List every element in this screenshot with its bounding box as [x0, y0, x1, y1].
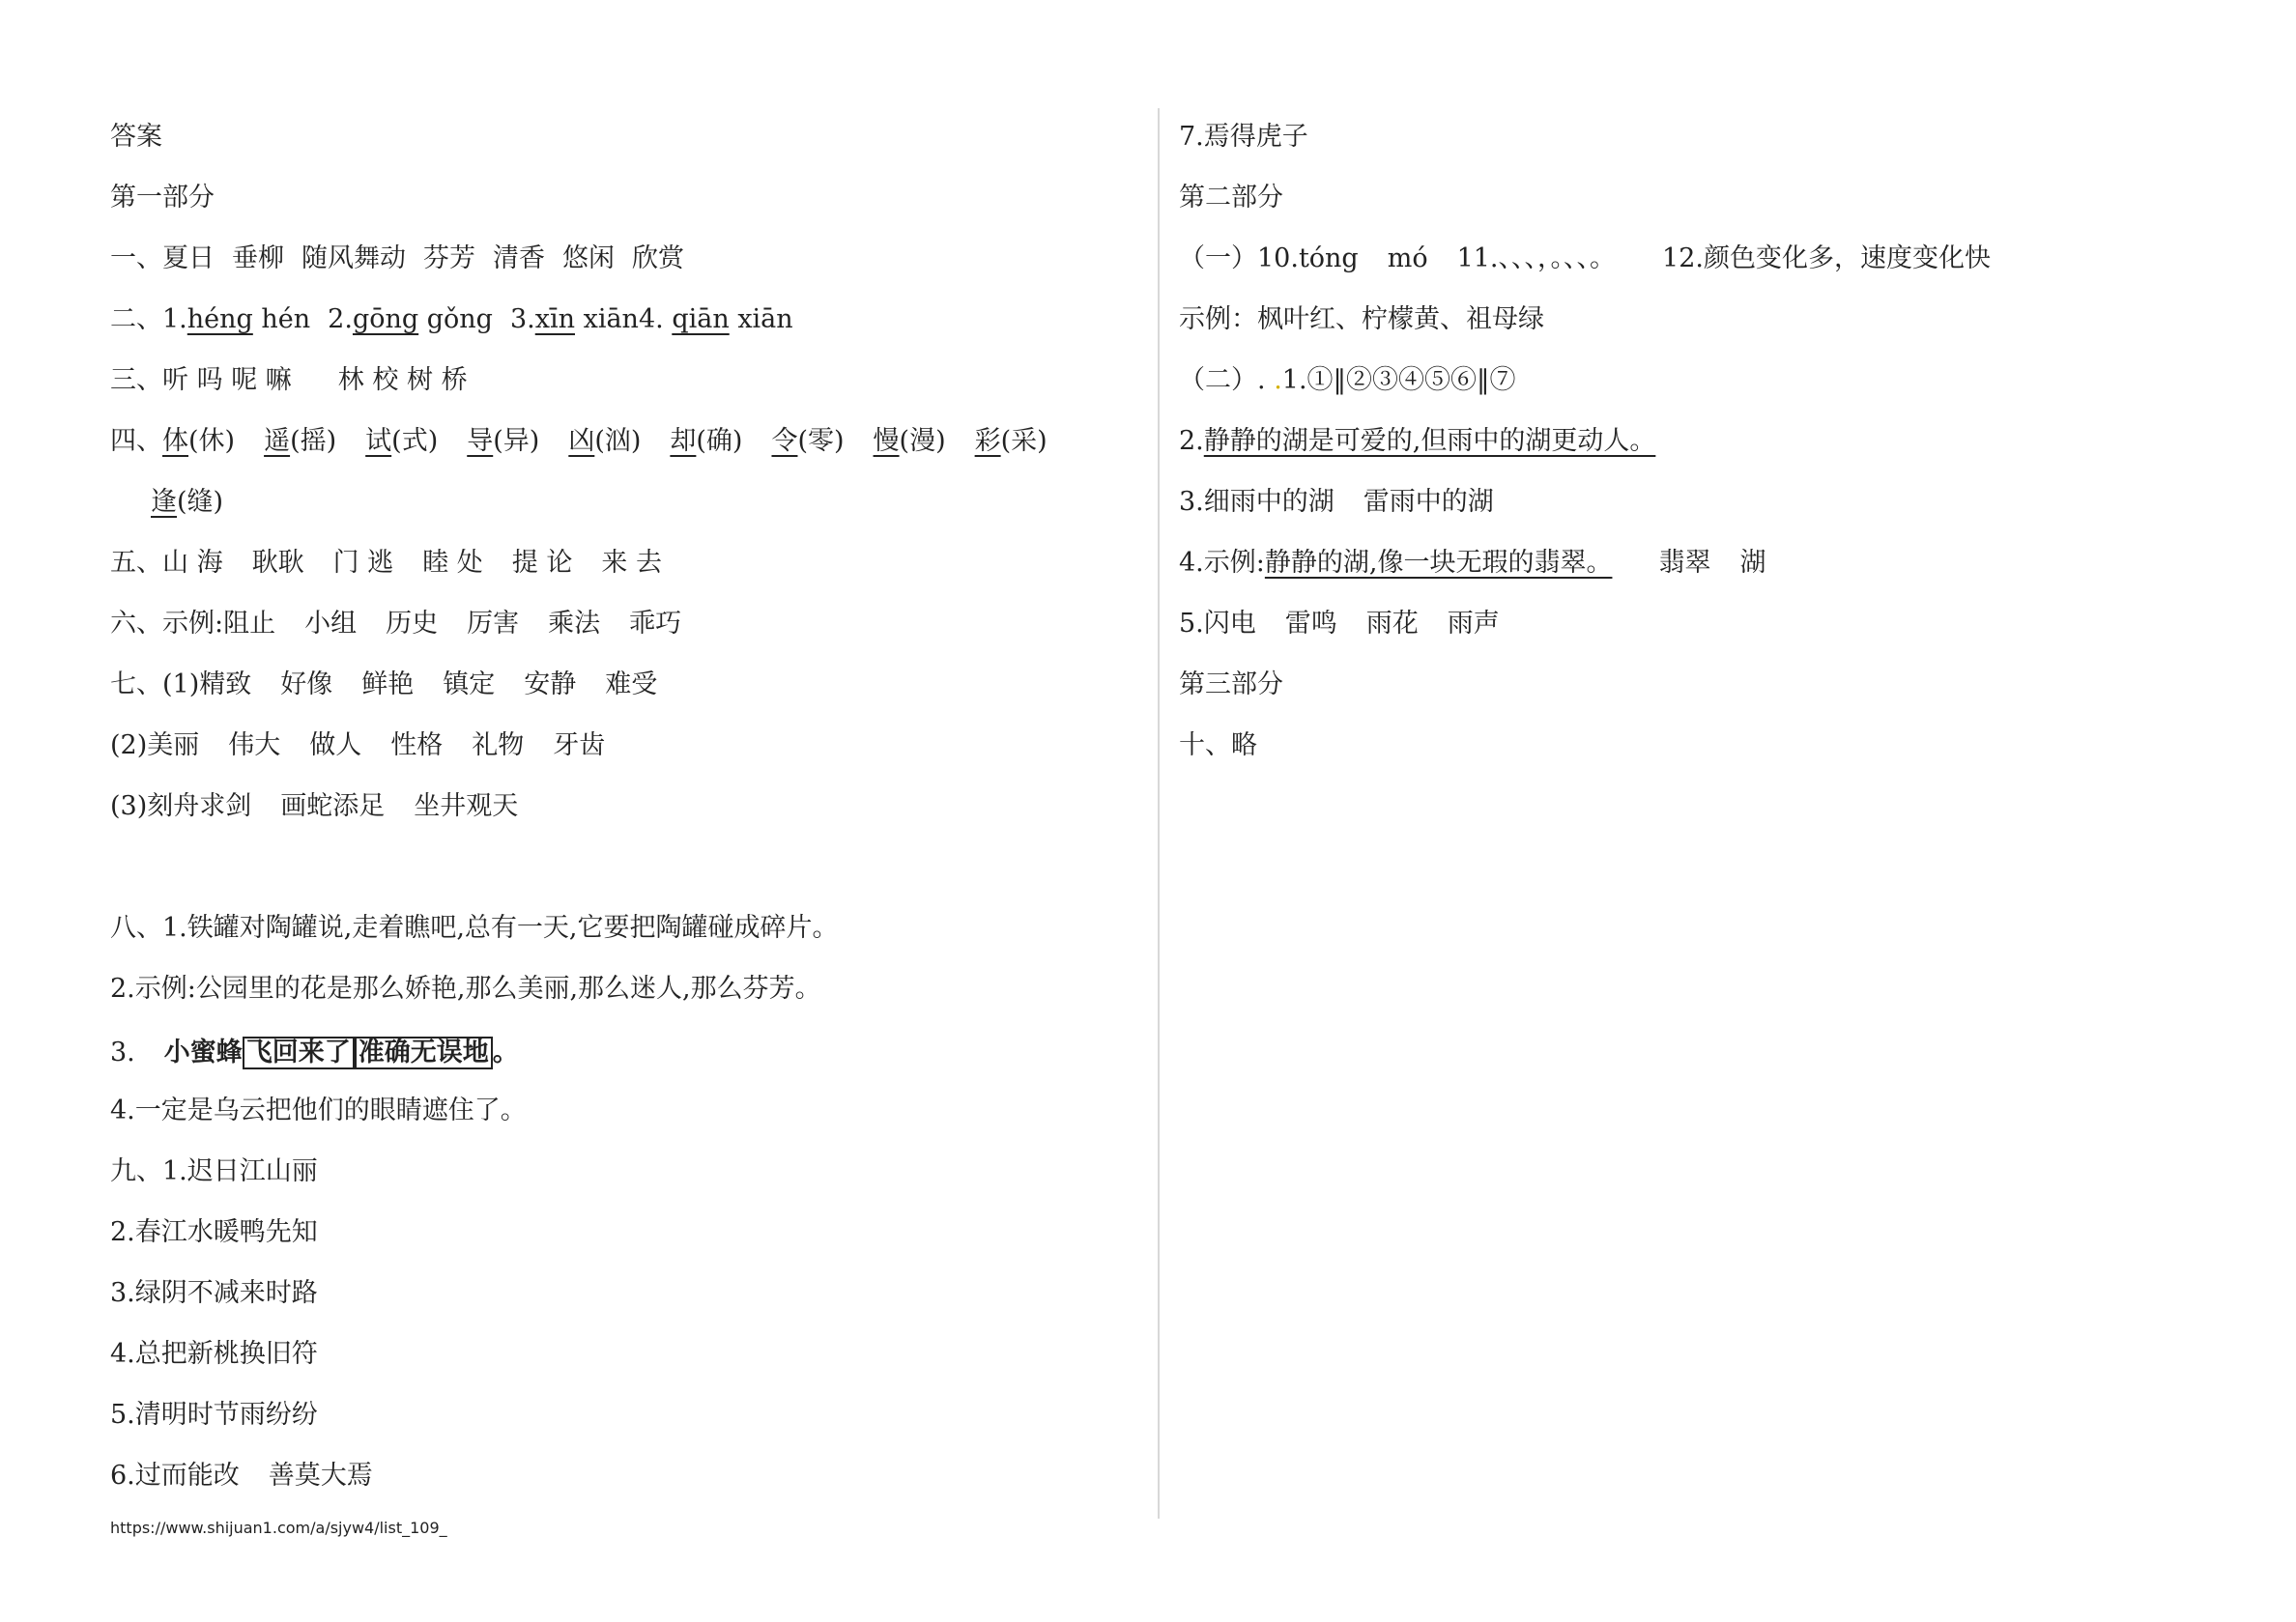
- q2-number: 二、: [110, 304, 162, 334]
- q7-sub-number: (2): [110, 730, 148, 760]
- q3-char: 桥: [441, 365, 468, 395]
- q4-correct-char: (确): [696, 426, 743, 456]
- answer-q2: [110, 306, 1134, 367]
- q4-wrong-char: 遥: [264, 426, 291, 456]
- answer-q7-3: [110, 793, 1134, 854]
- s2-5-word: 雷鸣: [1284, 609, 1337, 639]
- q3-char: 校: [372, 365, 399, 395]
- q1-word: 芬芳: [423, 243, 475, 273]
- q7-word: 性格: [390, 730, 444, 760]
- answer-q9-7: 7.焉得虎子: [1179, 122, 1308, 152]
- q2-pinyin-underlined: qiān: [672, 304, 730, 334]
- answer-q9-5: 5.清明时节雨纷纷: [110, 1400, 318, 1430]
- q6-word: 历史: [386, 609, 439, 639]
- q7-sub-number: (3): [110, 791, 148, 821]
- q2-pinyin-underlined: gōng: [352, 304, 419, 334]
- q2-pinyin-underlined: héng: [187, 304, 253, 334]
- q6-word: 乖巧: [629, 609, 682, 639]
- answer-q9-6: [110, 1463, 1134, 1523]
- answer-q5: [110, 550, 1134, 611]
- answer-section-1: [1179, 245, 2223, 306]
- answer-section-1-example: 示例：枫叶红、柠檬黄、祖母绿: [1179, 304, 1544, 334]
- s2-2-underlined-sentence: 静静的湖是可爱的,但雨中的湖更动人。: [1203, 426, 1656, 456]
- q7-word: 鲜艳: [361, 669, 415, 699]
- q2-pinyin: hén: [261, 304, 311, 334]
- part-3-heading: 第三部分: [1179, 669, 1283, 699]
- q3-char: 树: [406, 365, 433, 395]
- answer-q4-continued: [110, 489, 1134, 550]
- answer-q4: [110, 428, 1134, 489]
- s2-4-underlined-sentence: 静静的湖,像一块无瑕的翡翠。: [1264, 548, 1613, 578]
- q4-wrong-char: 凶: [568, 426, 595, 456]
- s2-3-phrase: 3.细雨中的湖: [1179, 487, 1335, 517]
- q7-word: 礼物: [472, 730, 525, 760]
- q7-word: 精致: [199, 669, 252, 699]
- answer-q8-4: 4.一定是乌云把他们的眼睛遮住了。: [110, 1096, 527, 1125]
- q7-sub-number: (1): [162, 669, 200, 699]
- part-2-heading: 第二部分: [1179, 183, 1283, 213]
- part-1-heading: 第一部分: [110, 183, 215, 213]
- source-url: https://www.shijuan1.com/a/sjyw4/list_109_: [110, 1519, 447, 1537]
- q5-pair: 来 去: [601, 548, 662, 578]
- q7-word: 美丽: [147, 730, 200, 760]
- answer-q7-1: [110, 671, 1134, 732]
- q5-pair: 山 海: [162, 548, 223, 578]
- q4-wrong-char: 却: [670, 426, 697, 456]
- q7-word: 刻舟求剑: [147, 791, 252, 821]
- q7-word: 伟大: [228, 730, 281, 760]
- q5-number: 五、: [110, 548, 162, 578]
- q6-word: 小组: [304, 609, 358, 639]
- answer-title: 答案: [110, 122, 162, 152]
- answer-q9-3: 3.绿阴不减来时路: [110, 1278, 318, 1308]
- s2-4-prefix: 4.示例:: [1179, 548, 1265, 578]
- q4-wrong-char: 慢: [873, 426, 900, 456]
- right-column: [1179, 124, 2223, 793]
- q2-pinyin: xiān: [737, 304, 793, 334]
- q4-correct-char: (缝): [177, 487, 224, 517]
- q7-word: 镇定: [443, 669, 496, 699]
- s2-5-word: 雨花: [1365, 609, 1419, 639]
- s2-dot: .: [1274, 365, 1282, 395]
- q2-item-number: 2.: [328, 304, 353, 334]
- q4-correct-char: (零): [797, 426, 845, 456]
- q1-word: 随风舞动: [301, 243, 406, 273]
- answer-q9-4: 4.总把新桃换旧符: [110, 1339, 318, 1369]
- s2-5-word: 雨声: [1447, 609, 1500, 639]
- answer-q10: 十、略: [1179, 730, 1257, 760]
- answer-q6: [110, 611, 1134, 671]
- q7-word: 画蛇添足: [280, 791, 386, 821]
- q7-word: 坐井观天: [414, 791, 519, 821]
- q4-wrong-char: 体: [162, 426, 188, 456]
- q2-pinyin-underlined: xīn: [534, 304, 575, 334]
- q3-char: 吗: [196, 365, 223, 395]
- q3-char: 呢: [231, 365, 258, 395]
- s2-2-number: 2.: [1179, 426, 1204, 456]
- q5-pair: 提 论: [511, 548, 573, 578]
- q6-word: 乘法: [548, 609, 601, 639]
- q2-item-number: 1.: [162, 304, 187, 334]
- q6-prefix: 示例:: [162, 609, 224, 639]
- q5-pair: 耿耿: [251, 548, 304, 578]
- q4-correct-char: (摇): [290, 426, 337, 456]
- q4-correct-char: (异): [493, 426, 540, 456]
- q8-3-subject: 小蜜蜂: [163, 1038, 243, 1067]
- answer-q9-2: 2.春江水暖鸭先知: [110, 1217, 318, 1247]
- left-column: [110, 124, 1134, 1523]
- q9-6-phrase: 6.过而能改: [110, 1461, 240, 1491]
- q3-char: 嘛: [265, 365, 292, 395]
- q7-word: 做人: [309, 730, 362, 760]
- q4-wrong-char: 试: [365, 426, 392, 456]
- s2-5-word: 5.闪电: [1179, 609, 1256, 639]
- s2-4-word: 湖: [1739, 548, 1766, 578]
- q2-item-number: 3.: [509, 304, 535, 334]
- q1-number: 一、: [110, 243, 162, 273]
- s1-pinyin: （一）10.tóng: [1179, 243, 1359, 273]
- q8-3-boxed-adverbial: 准确无误地: [355, 1037, 493, 1069]
- q4-correct-char: (式): [391, 426, 439, 456]
- q7-word: 好像: [280, 669, 333, 699]
- q7-word: 安静: [524, 669, 577, 699]
- q4-wrong-char: 令: [771, 426, 798, 456]
- q1-word: 欣赏: [632, 243, 684, 273]
- q3-char: 林: [337, 365, 364, 395]
- q7-number: 七、: [110, 669, 162, 699]
- answer-q9-1: 九、1.迟日江山丽: [110, 1156, 318, 1186]
- answer-q1: [110, 245, 1134, 306]
- q2-pinyin: xiān: [583, 304, 639, 334]
- q4-wrong-char: 导: [467, 426, 494, 456]
- q8-3-number: 3.: [110, 1038, 135, 1067]
- q5-pair: 门 逃: [332, 548, 394, 578]
- q4-correct-char: (漫): [899, 426, 946, 456]
- answer-q8-3: [110, 1037, 1134, 1097]
- q6-number: 六、: [110, 609, 162, 639]
- q3-char: 听: [162, 365, 188, 395]
- q1-word: 清香: [493, 243, 545, 273]
- q1-word: 垂柳: [232, 243, 284, 273]
- q2-pinyin: gǒng: [426, 304, 493, 334]
- q4-wrong-char: 逢: [151, 487, 177, 517]
- q7-word: 牙齿: [553, 730, 606, 760]
- q9-6-phrase: 善莫大焉: [268, 1461, 373, 1491]
- q4-correct-char: (采): [1000, 426, 1048, 456]
- q4-correct-char: (休): [188, 426, 236, 456]
- q3-number: 三、: [110, 365, 162, 395]
- s1-pinyin: mó: [1387, 243, 1428, 273]
- column-divider: [1158, 108, 1160, 1519]
- q6-word: 厉害: [467, 609, 520, 639]
- q4-number: 四、: [110, 426, 162, 456]
- answer-section-2-5: [1179, 611, 2223, 671]
- s1-punctuation: 11.、、、，。、、。: [1456, 243, 1617, 273]
- s2-structure: 1.①‖②③④⑤⑥‖⑦: [1281, 365, 1516, 395]
- q8-3-boxed-predicate: 飞回来了: [243, 1037, 355, 1069]
- answer-section-2-1: [1179, 367, 2223, 428]
- q5-pair: 睦 处: [422, 548, 483, 578]
- q4-wrong-char: 彩: [974, 426, 1001, 456]
- q4-correct-char: (汹): [594, 426, 642, 456]
- answer-q3: [110, 367, 1134, 428]
- q6-word: 阻止: [223, 609, 276, 639]
- answer-q8-2: 2.示例:公园里的花是那么娇艳,那么美丽,那么迷人,那么芬芳。: [110, 974, 821, 1004]
- answer-q7-2: [110, 732, 1134, 793]
- s2-3-phrase: 雷雨中的湖: [1363, 487, 1494, 517]
- answer-section-2-4: [1179, 550, 2223, 611]
- q1-word: 悠闲: [562, 243, 615, 273]
- answer-q8-1: 八、1.铁罐对陶罐说,走着瞧吧,总有一天,它要把陶罐碰成碎片。: [110, 913, 839, 943]
- s1-answer-12: 12.颜色变化多，速度变化快: [1662, 243, 1991, 273]
- q7-word: 难受: [605, 669, 658, 699]
- answer-section-2-3: [1179, 489, 2223, 550]
- s2-label: （二）.: [1179, 365, 1266, 395]
- answer-section-2-2: [1179, 428, 2223, 489]
- q2-item-number: 4.: [638, 304, 664, 334]
- q1-word: 夏日: [162, 243, 215, 273]
- s2-4-word: 翡翠: [1658, 548, 1711, 578]
- q8-3-period: 。: [492, 1038, 519, 1067]
